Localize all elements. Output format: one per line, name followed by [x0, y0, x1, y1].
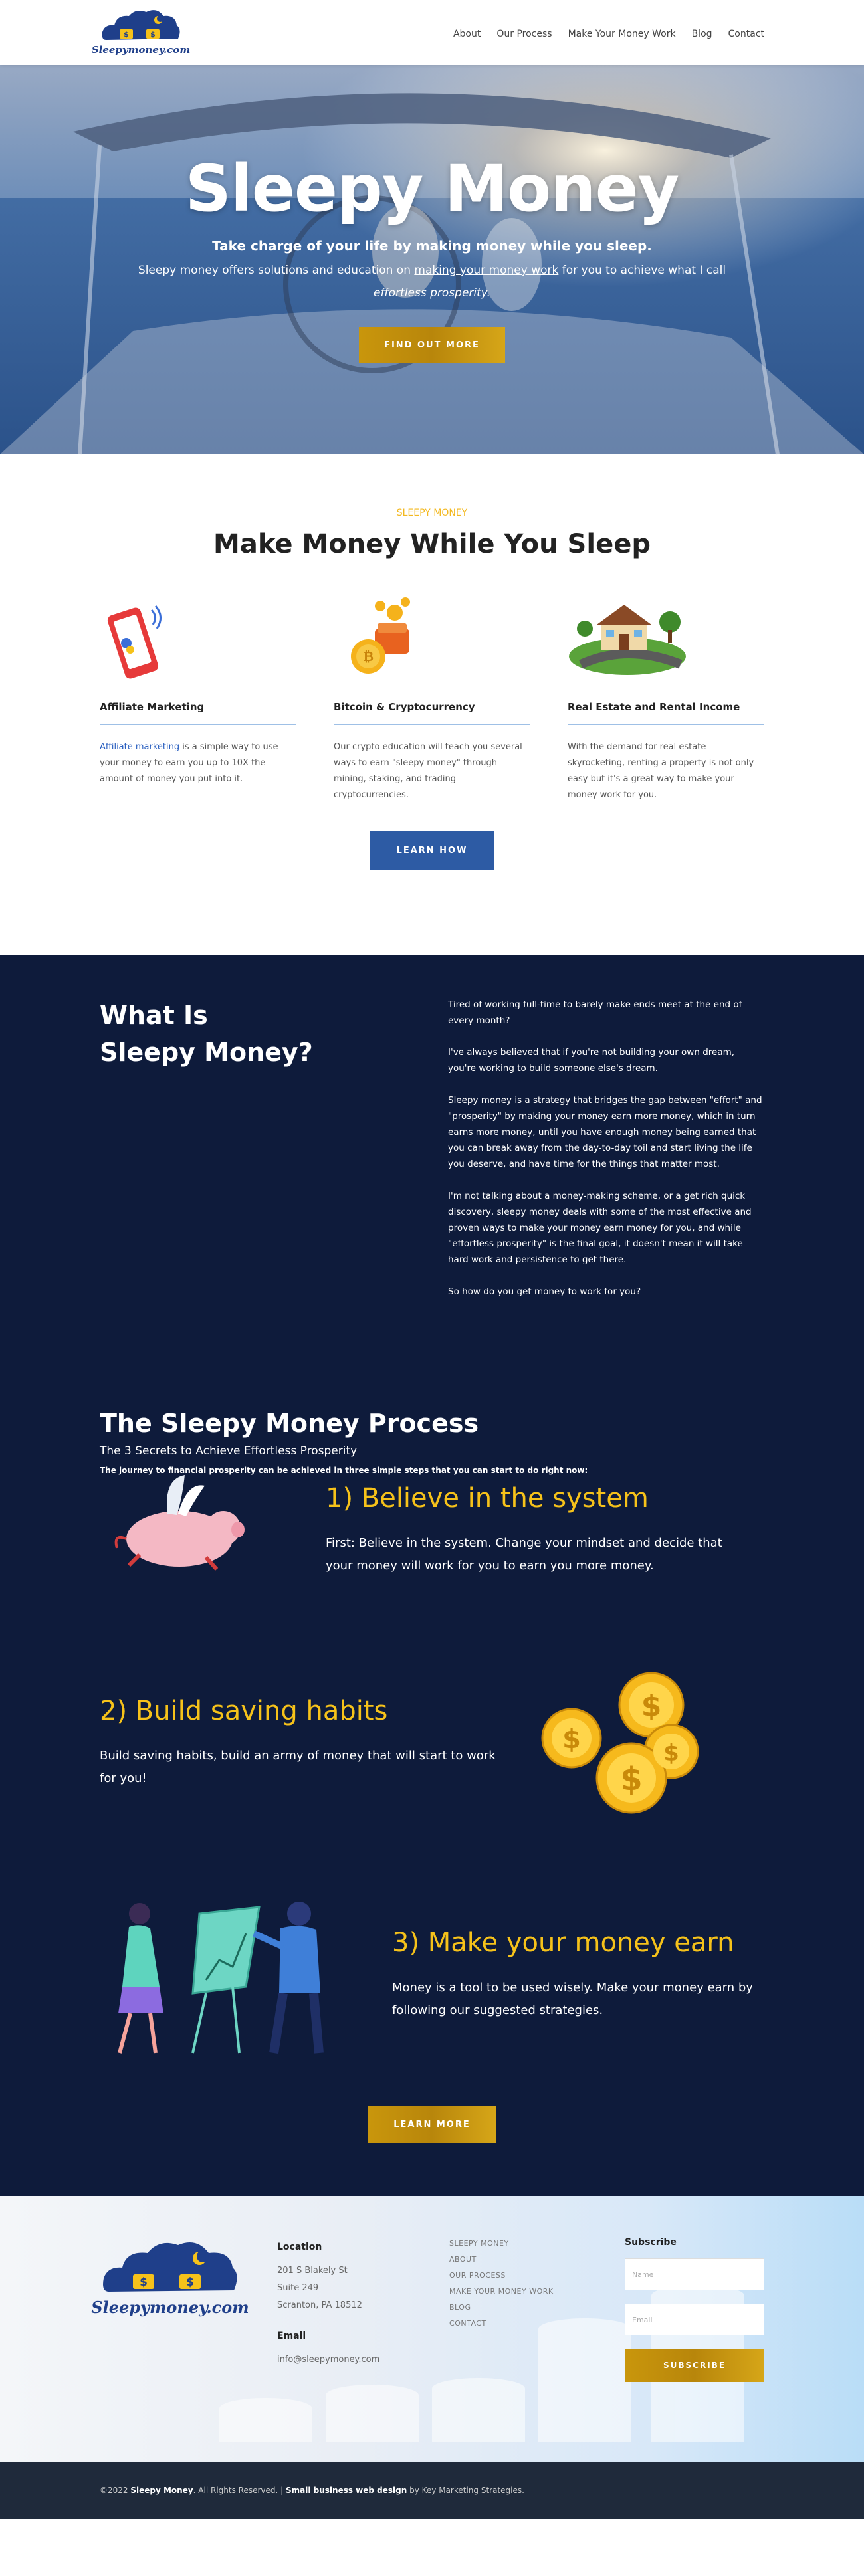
divider [100, 724, 296, 725]
subscribe-button[interactable]: SUBSCRIBE [625, 2349, 764, 2382]
feature-real-estate [568, 590, 764, 803]
copyright-part: ©2022 [100, 2486, 131, 2495]
step-title: 1) Believe in the system [326, 1483, 649, 1514]
footer-menu-item[interactable]: OUR PROCESS [449, 2271, 506, 2280]
svg-text:$: $ [562, 1724, 581, 1755]
paragraph: So how do you get money to work for you? [448, 1286, 641, 1297]
svg-text:$: $ [641, 1689, 662, 1723]
footer-menu [449, 2236, 625, 2382]
hero-subtitle: Take charge of your life by making money while you sleep. [212, 238, 652, 254]
address-line: Suite 249 [277, 2283, 319, 2293]
hero-desc-part: Sleepy money offers solutions and education on [138, 264, 415, 277]
svg-text:$: $ [186, 2276, 194, 2289]
process-title: The Sleepy Money Process [100, 1409, 479, 1438]
subscribe-form [625, 2238, 764, 2382]
phone-icon [100, 590, 296, 686]
what-is-title [100, 997, 379, 1316]
feature-bitcoin-cryptocurrency [334, 590, 530, 803]
what-is-body [448, 997, 764, 1316]
name-input[interactable]: Name [625, 2258, 764, 2290]
feature-text-body: is a simple way to use your money to earn you up to 10X the amount of money you put into it. [100, 742, 278, 784]
flying-pig-illustration [100, 1472, 259, 1588]
nav-contact[interactable]: Contact [728, 29, 764, 39]
feature-affiliate-marketing [100, 590, 296, 803]
hero-title: Sleepy Money [185, 151, 679, 226]
divider [334, 724, 530, 725]
footer-logo[interactable] [91, 2234, 249, 2321]
copyright-text [100, 2462, 764, 2519]
hero-desc-link[interactable]: making your money work [414, 264, 559, 277]
step-text: Money is a tool to be used wisely. Make your money earn by following our suggested strategies. [392, 1981, 753, 2017]
email-input[interactable]: Email [625, 2304, 764, 2335]
section-title: Make Money While You Sleep [213, 529, 651, 559]
footer-logo-text: Sleepymoney.com [91, 2298, 249, 2317]
svg-text:₿: ₿ [362, 648, 374, 664]
site-footer [0, 2196, 864, 2462]
feature-text: Our crypto education will teach you several ways to earn "sleepy money" through mining, staking, and trading cryptocurrencies. [334, 742, 522, 800]
svg-text:$: $ [124, 30, 129, 39]
hero-desc-emphasis: effortless prosperity. [374, 286, 490, 300]
feature-text [100, 740, 296, 787]
footer-menu-item[interactable]: MAKE YOUR MONEY WORK [449, 2287, 554, 2296]
section-eyebrow: SLEEPY MONEY [396, 508, 468, 518]
svg-text:$: $ [620, 1761, 643, 1798]
email-heading: Email [277, 2331, 306, 2341]
svg-text:$: $ [140, 2276, 148, 2289]
site-logo[interactable] [91, 5, 191, 60]
step-3 [100, 1887, 764, 2062]
logo-text: Sleepymoney.com [91, 44, 191, 56]
paragraph: I'm not talking about a money-making scheme, or a get rich quick discovery, sleepy money deals with some of the most effective and proven ways to make your money earn money for you, and while "effortless prosperity" is the final goal, it doesn't mean it will take hard work and persistence to get there. [448, 1191, 752, 1265]
feature-text: With the demand for real estate skyrocketing, renting a property is not only easy but it's a great way to make your money work for you. [568, 742, 754, 800]
footer-location [277, 2238, 449, 2382]
footer-menu-item[interactable]: ABOUT [449, 2255, 477, 2264]
title-line: Sleepy Money? [100, 1038, 313, 1067]
address-line: 201 S Blakely St [277, 2266, 348, 2276]
learn-how-button[interactable]: LEARN HOW [370, 831, 494, 870]
intro-section [0, 454, 864, 955]
paragraph: Tired of working full-time to barely make ends meet at the end of every month? [448, 999, 742, 1026]
process-note: The journey to financial prosperity can be achieved in three simple steps that you can start to do right now: [100, 1466, 588, 1475]
hero-section [0, 65, 864, 454]
feature-title: Bitcoin & Cryptocurrency [334, 701, 475, 713]
footer-menu-item[interactable]: BLOG [449, 2303, 471, 2312]
copyright-part: by Key Marketing Strategies. [407, 2486, 524, 2495]
process-subtitle: The 3 Secrets to Achieve Effortless Prosperity [100, 1444, 358, 1458]
process-section [0, 1316, 864, 2196]
bottom-bar [0, 2462, 864, 2519]
feature-title: Real Estate and Rental Income [568, 701, 740, 713]
house-icon [568, 590, 764, 686]
step-1 [100, 1472, 764, 1588]
presentation-illustration [100, 1887, 352, 2062]
nav-our-process[interactable]: Our Process [496, 29, 552, 39]
copyright-part: . All Rights Reserved. | [193, 2486, 286, 2495]
location-heading: Location [277, 2242, 322, 2252]
title-line: What Is [100, 1001, 208, 1030]
step-text: Build saving habits, build an army of money that will start to work for you! [100, 1749, 496, 1785]
what-is-section [0, 955, 864, 1316]
svg-text:$: $ [663, 1740, 679, 1767]
step-2 [100, 1665, 764, 1821]
main-nav [453, 26, 764, 39]
divider [568, 724, 764, 725]
affiliate-marketing-link[interactable]: Affiliate marketing [100, 742, 180, 752]
footer-menu-item[interactable]: SLEEPY MONEY [449, 2239, 509, 2248]
footer-email-link[interactable]: info@sleepymoney.com [277, 2355, 380, 2365]
site-header [0, 0, 864, 65]
paragraph: I've always believed that if you're not building your own dream, you're working to build someone else's dream. [448, 1047, 735, 1074]
paragraph: Sleepy money is a strategy that bridges the gap between "effort" and "prosperity" by making your money earn more money, which in turn earns more money, until you have enough money being earned that you can break away from the day-to-day toil and start living the life you deserve, and have time for the things that matter most. [448, 1095, 762, 1169]
hero-description [0, 259, 864, 304]
step-title: 2) Build saving habits [100, 1696, 388, 1726]
step-title: 3) Make your money earn [392, 1928, 734, 1958]
web-design-link[interactable]: Small business web design [286, 2486, 407, 2495]
find-out-more-button[interactable]: FIND OUT MORE [359, 327, 505, 363]
feature-title: Affiliate Marketing [100, 701, 205, 713]
copyright-brand: Sleepy Money [130, 2486, 193, 2495]
hero-desc-part: for you to achieve what I call [558, 264, 726, 277]
coins-wallet-icon [334, 590, 530, 686]
nav-blog[interactable]: Blog [691, 29, 712, 39]
gold-coins-illustration [518, 1665, 711, 1821]
learn-more-button[interactable]: LEARN MORE [368, 2106, 496, 2143]
svg-text:$: $ [150, 30, 156, 39]
nav-about[interactable]: About [453, 29, 481, 39]
address-line: Scranton, PA 18512 [277, 2300, 362, 2310]
step-text: First: Believe in the system. Change your mindset and decide that your money will work for you to earn you more money. [326, 1536, 722, 1573]
nav-make-your-money-work[interactable]: Make Your Money Work [568, 29, 676, 39]
footer-menu-item[interactable]: CONTACT [449, 2319, 486, 2328]
subscribe-heading: Subscribe [625, 2237, 677, 2248]
